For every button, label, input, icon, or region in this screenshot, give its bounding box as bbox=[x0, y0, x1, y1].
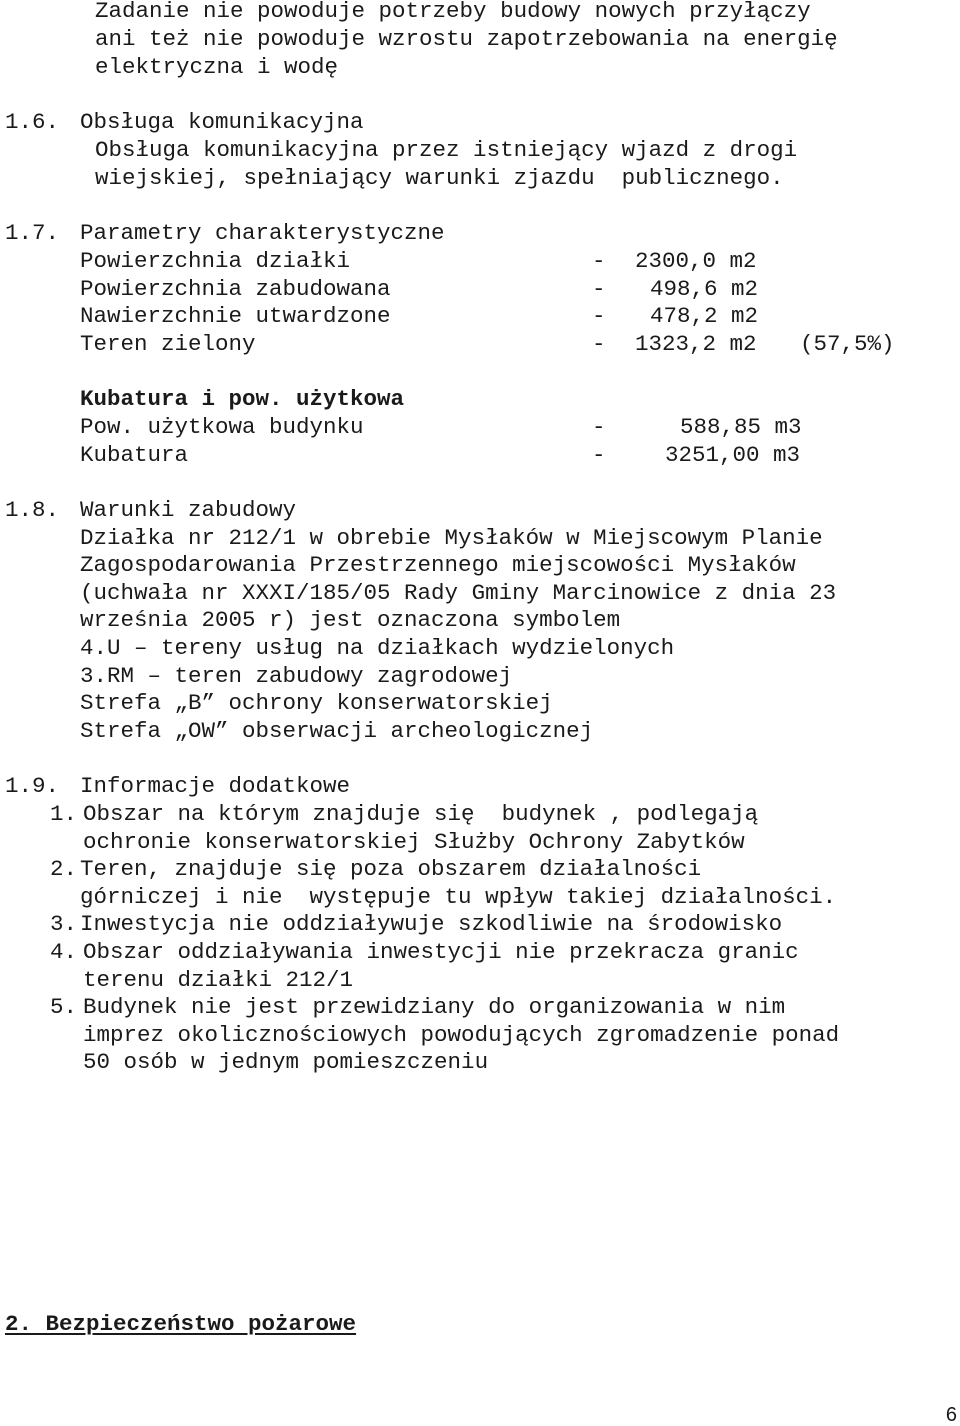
section-title: Warunki zabudowy bbox=[80, 497, 297, 523]
section-number: 1.8. bbox=[5, 497, 60, 523]
section-title: Parametry charakterystyczne bbox=[80, 220, 445, 246]
kubatura-heading: Kubatura i pow. użytkowa bbox=[80, 386, 405, 412]
list-item-line: Inwestycja nie oddziaływuje szkodliwie na środowisko bbox=[80, 911, 783, 937]
list-item-number: 1. bbox=[50, 801, 78, 827]
list-item-line: górniczej i nie występuje tu wpływ takiej działalności. bbox=[80, 884, 837, 910]
param-dash: - bbox=[592, 303, 606, 329]
section-text-line: 4.U – tereny usług na działkach wydzielonych bbox=[80, 635, 675, 661]
intro-line: Zadanie nie powoduje potrzeby budowy nowych przyłączy bbox=[95, 0, 811, 24]
list-item-number: 2. bbox=[50, 856, 78, 882]
list-item-number: 3. bbox=[50, 911, 78, 937]
section-title: Obsługa komunikacyjna bbox=[80, 109, 364, 135]
param-label: Nawierzchnie utwardzone bbox=[80, 303, 391, 329]
intro-line: elektryczna i wodę bbox=[95, 54, 339, 80]
param-value: 478,2 m2 bbox=[650, 303, 759, 329]
list-item-line: Obszar na którym znajduje się budynek , podlegają bbox=[83, 801, 759, 827]
kub-value: 3251,00 m3 bbox=[665, 442, 801, 468]
param-value: 2300,0 m2 bbox=[635, 248, 757, 274]
section-number: 1.7. bbox=[5, 220, 60, 246]
param-label: Powierzchnia działki bbox=[80, 248, 351, 274]
section-heading: 2. Bezpieczeństwo pożarowe bbox=[5, 1311, 357, 1337]
section-number: 1.9. bbox=[5, 773, 60, 799]
list-item-line: terenu działki 212/1 bbox=[83, 967, 354, 993]
section-text-line: września 2005 r) jest oznaczona symbolem bbox=[80, 607, 621, 633]
list-item-line: 50 osób w jednym pomieszczeniu bbox=[83, 1049, 489, 1075]
section-text-line: Strefa „OW” obserwacji archeologicznej bbox=[80, 718, 594, 744]
section-text-line: (uchwała nr XXXI/185/05 Rady Gminy Marcinowice z dnia 23 bbox=[80, 580, 837, 606]
param-value: 498,6 m2 bbox=[650, 276, 759, 302]
list-item-line: Teren, znajduje się poza obszarem działalności bbox=[80, 856, 702, 882]
param-value: 1323,2 m2 bbox=[635, 331, 757, 357]
intro-line: ani też nie powoduje wzrostu zapotrzebowania na energię bbox=[95, 26, 838, 52]
param-dash: - bbox=[592, 276, 606, 302]
list-item-line: Obszar oddziaływania inwestycji nie przekracza granic bbox=[83, 939, 799, 965]
section-text-line: wiejskiej, spełniający warunki zjazdu publicznego. bbox=[95, 165, 784, 191]
kub-label: Pow. użytkowa budynku bbox=[80, 414, 364, 440]
param-dash: - bbox=[592, 248, 606, 274]
kub-value: 588,85 m3 bbox=[680, 414, 802, 440]
section-title: Informacje dodatkowe bbox=[80, 773, 351, 799]
list-item-line: ochronie konserwatorskiej Służby Ochrony Zabytków bbox=[83, 829, 745, 855]
section-text-line: Zagospodarowania Przestrzennego miejscowości Mysłaków bbox=[80, 552, 796, 578]
kub-dash: - bbox=[592, 442, 606, 468]
list-item-line: Budynek nie jest przewidziany do organizowania w nim bbox=[83, 994, 786, 1020]
kub-dash: - bbox=[592, 414, 606, 440]
param-dash: - bbox=[592, 331, 606, 357]
param-label: Teren zielony bbox=[80, 331, 256, 357]
list-item-number: 4. bbox=[50, 939, 78, 965]
section-text-line: Strefa „B” ochrony konserwatorskiej bbox=[80, 690, 553, 716]
section-text-line: 3.RM – teren zabudowy zagrodowej bbox=[80, 663, 513, 689]
list-item-number: 5. bbox=[50, 994, 78, 1020]
param-extra: (57,5%) bbox=[800, 331, 895, 357]
list-item-line: imprez okolicznościowych powodujących zgromadzenie ponad bbox=[83, 1022, 840, 1048]
section-text-line: Obsługa komunikacyjna przez istniejący wjazd z drogi bbox=[95, 137, 798, 163]
page-number: 6 bbox=[945, 1404, 957, 1426]
section-text-line: Działka nr 212/1 w obrebie Mysłaków w Miejscowym Planie bbox=[80, 525, 823, 551]
section-number: 1.6. bbox=[5, 109, 60, 135]
kub-label: Kubatura bbox=[80, 442, 189, 468]
param-label: Powierzchnia zabudowana bbox=[80, 276, 391, 302]
